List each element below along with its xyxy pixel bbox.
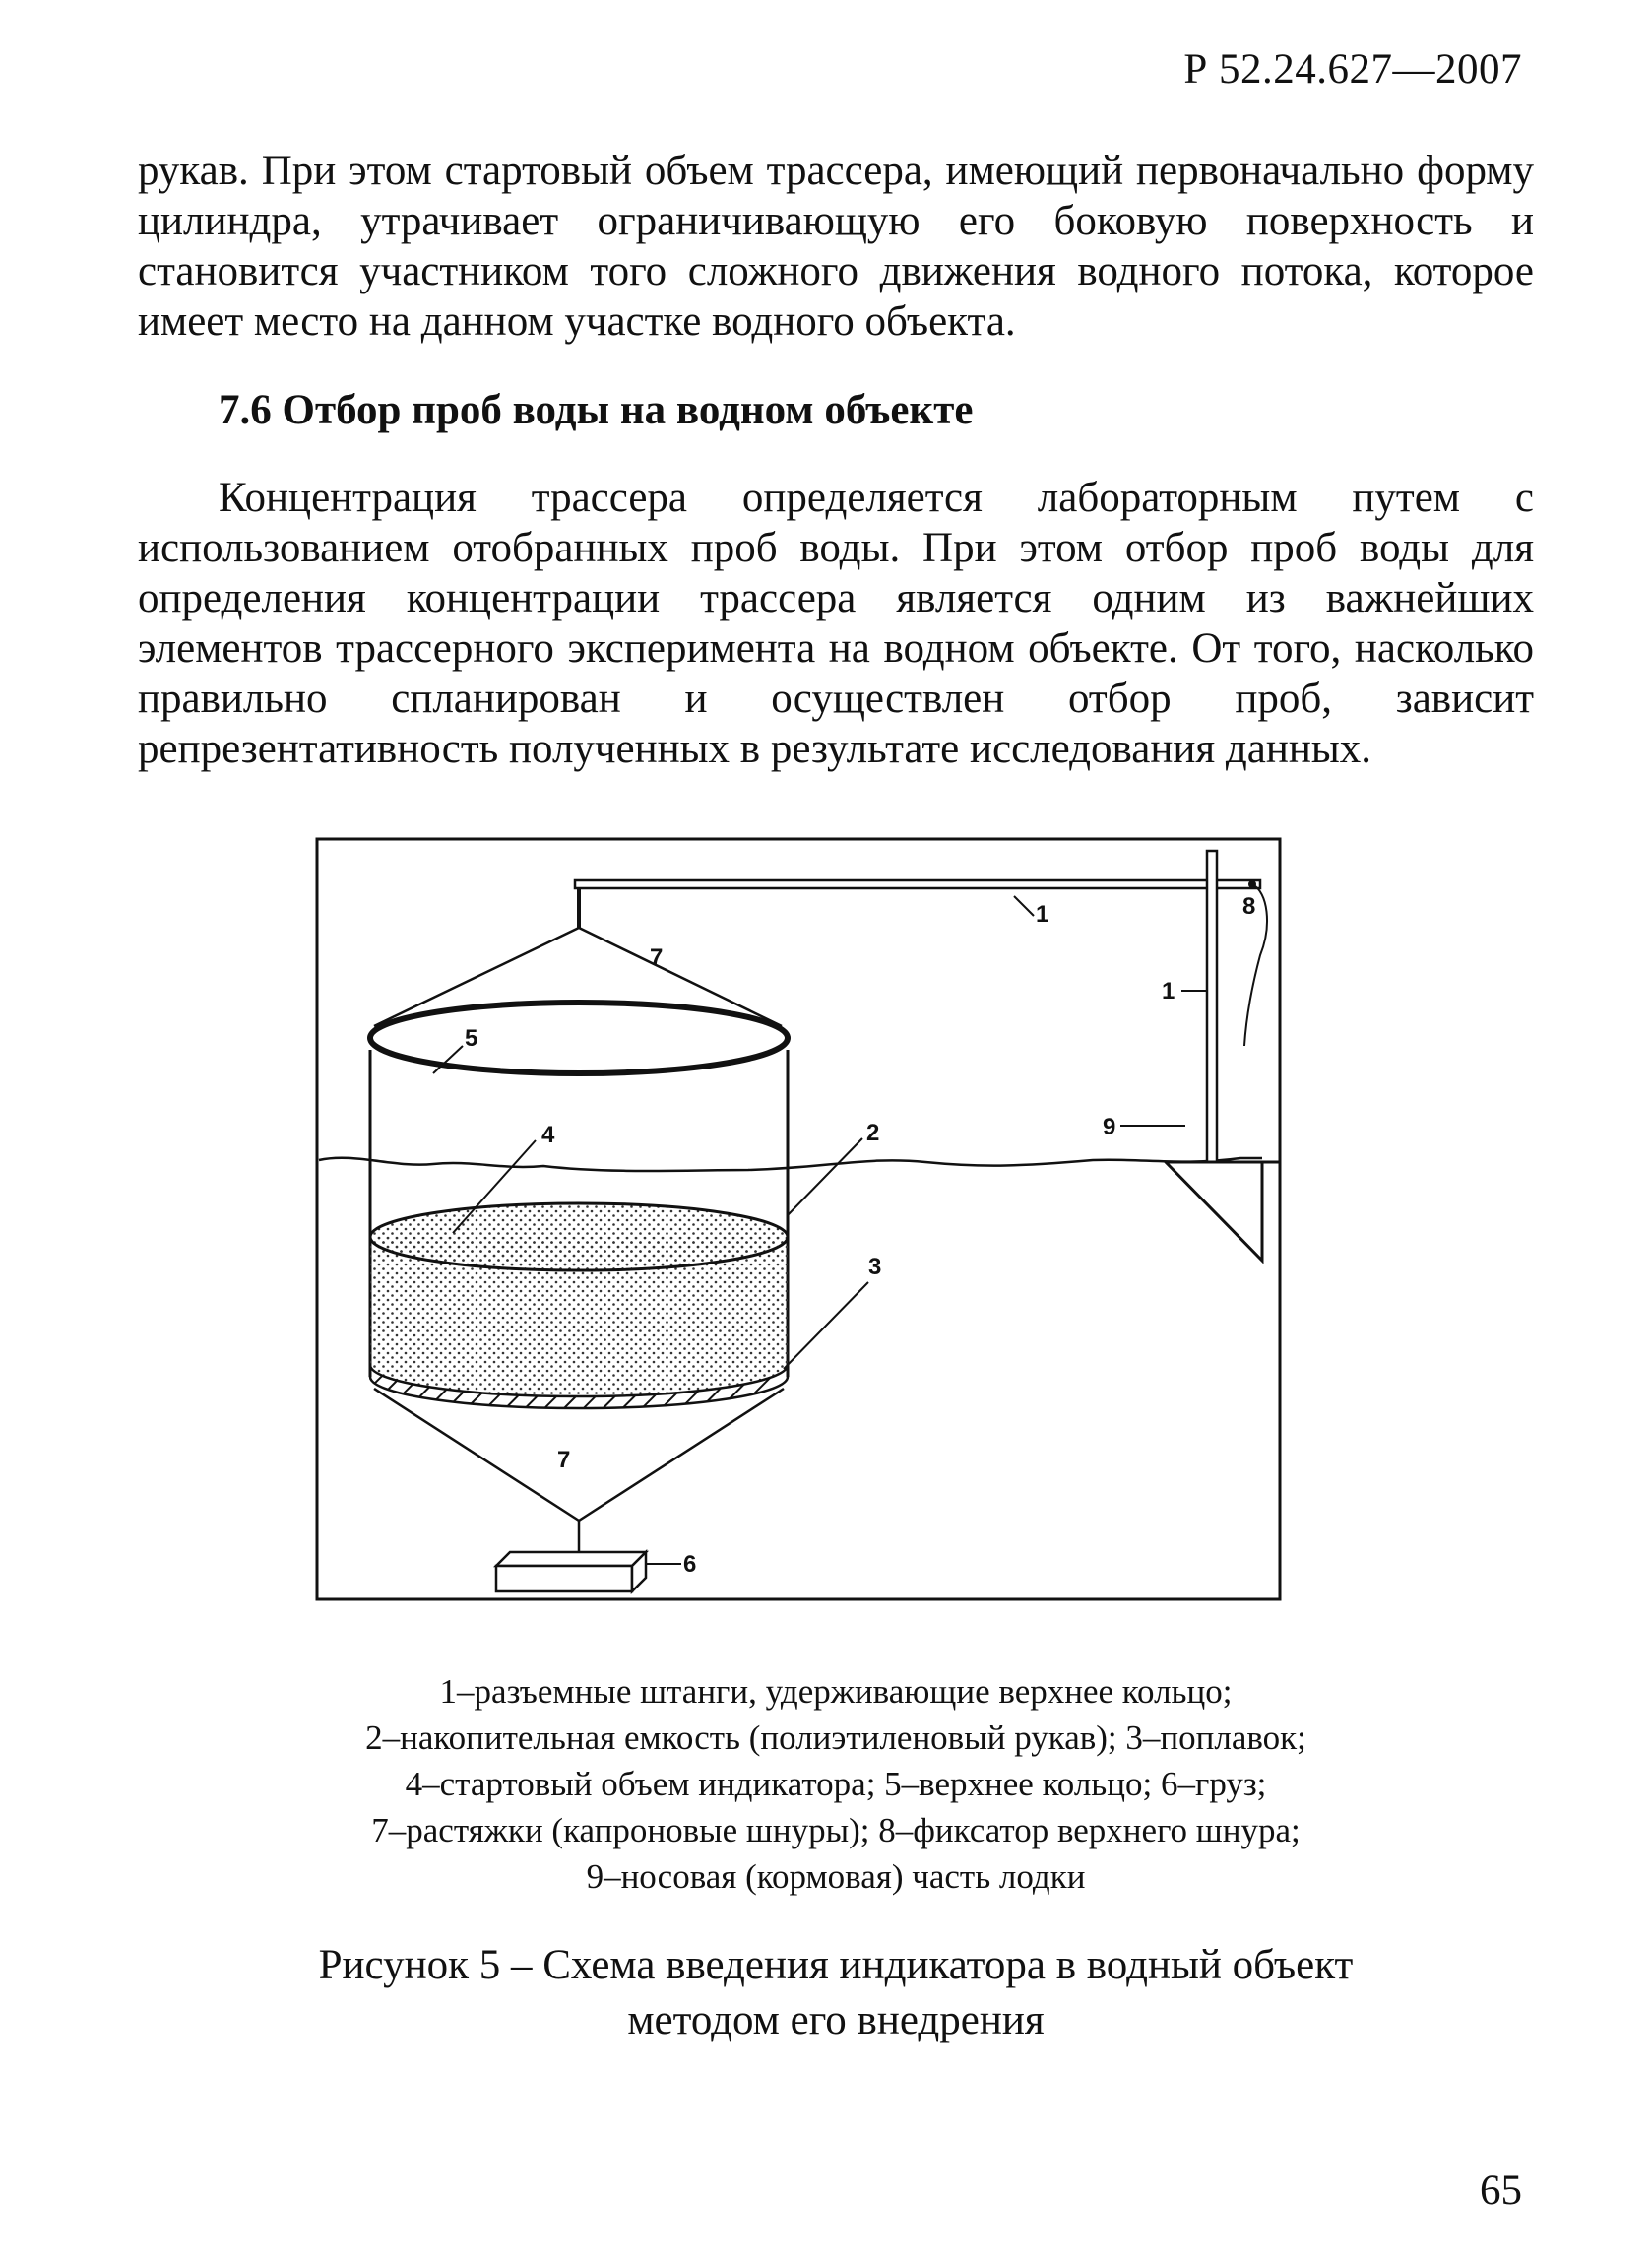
label-5-upper-ring: 5: [465, 1025, 478, 1052]
diagram-svg: [315, 837, 1282, 1601]
label-7-guy-bottom: 7: [557, 1447, 571, 1473]
horizontal-rod: [575, 880, 1260, 888]
figure-caption: [138, 1938, 1534, 2048]
guy-line-top-left: [374, 928, 579, 1026]
leader-3: [784, 1282, 868, 1369]
water-surface-line: [319, 1158, 1262, 1171]
vertical-rod: [1207, 851, 1217, 1172]
legend-line: 4–стартовый объем индикатора; 5–верхнее кольцо; 6–груз;: [405, 1765, 1267, 1803]
label-2-container: 2: [866, 1120, 880, 1146]
label-1-horizontal-rod: 1: [1036, 901, 1049, 928]
label-8-clamp: 8: [1242, 893, 1256, 920]
legend-line: 2–накопительная емкость (полиэтиленовый рукав); 3–поплавок;: [365, 1718, 1306, 1757]
label-9-boat: 9: [1103, 1114, 1116, 1140]
label-1-vertical-rod: 1: [1162, 978, 1175, 1004]
legend-line: 9–носовая (кормовая) часть лодки: [586, 1857, 1086, 1896]
weight-front-face: [496, 1566, 632, 1591]
upper-ring: [370, 1003, 788, 1073]
label-4-start-volume: 4: [541, 1122, 555, 1148]
weight-top-face: [496, 1552, 646, 1566]
paragraph-sampling: Концентрация трассера определяется лабораторным путем с использованием отобранных проб воды. При этом отбор проб воды для определения концентрации трассера является одним из важнейших элементов трассерного эксперимента на водном объекте. От того, насколько правильно спланирован и осуществлен отбор проб, зависит репрезентативность полученных в результате исследования данных.: [138, 475, 1534, 772]
document-code: Р 52.24.627—2007: [1183, 46, 1522, 93]
caption-line-2: методом его внедрения: [627, 1997, 1045, 2043]
section-heading: 7.6 Отбор проб воды на водном объекте: [219, 387, 974, 433]
label-6-weight: 6: [683, 1551, 697, 1578]
legend-line: 1–разъемные штанги, удерживающие верхнее кольцо;: [439, 1672, 1233, 1711]
label-7-guy-top: 7: [650, 944, 664, 971]
figure-5-diagram: [315, 837, 1282, 1601]
start-volume-top: [370, 1203, 788, 1270]
guy-line-top-right: [579, 928, 782, 1026]
boat-hull: [1166, 1162, 1262, 1261]
caption-line-1: Рисунок 5 – Схема введения индикатора в водный объект: [318, 1942, 1354, 1988]
figure-legend: [138, 1668, 1534, 1900]
leader-1-horizontal: [1014, 896, 1034, 916]
legend-line: 7–растяжки (капроновые шнуры); 8–фиксатор верхнего шнура;: [371, 1811, 1301, 1849]
paragraph-continuation: рукав. При этом стартовый объем трассера, имеющий первоначально форму цилиндра, утрачивает ограничивающую его боковую поверхность и становится участником того сложного движения водного потока, которое имеет место на данном участке водного объекта.: [138, 148, 1534, 345]
label-3-float: 3: [868, 1254, 882, 1280]
page-number: 65: [1480, 2168, 1522, 2214]
leader-2: [788, 1138, 862, 1215]
